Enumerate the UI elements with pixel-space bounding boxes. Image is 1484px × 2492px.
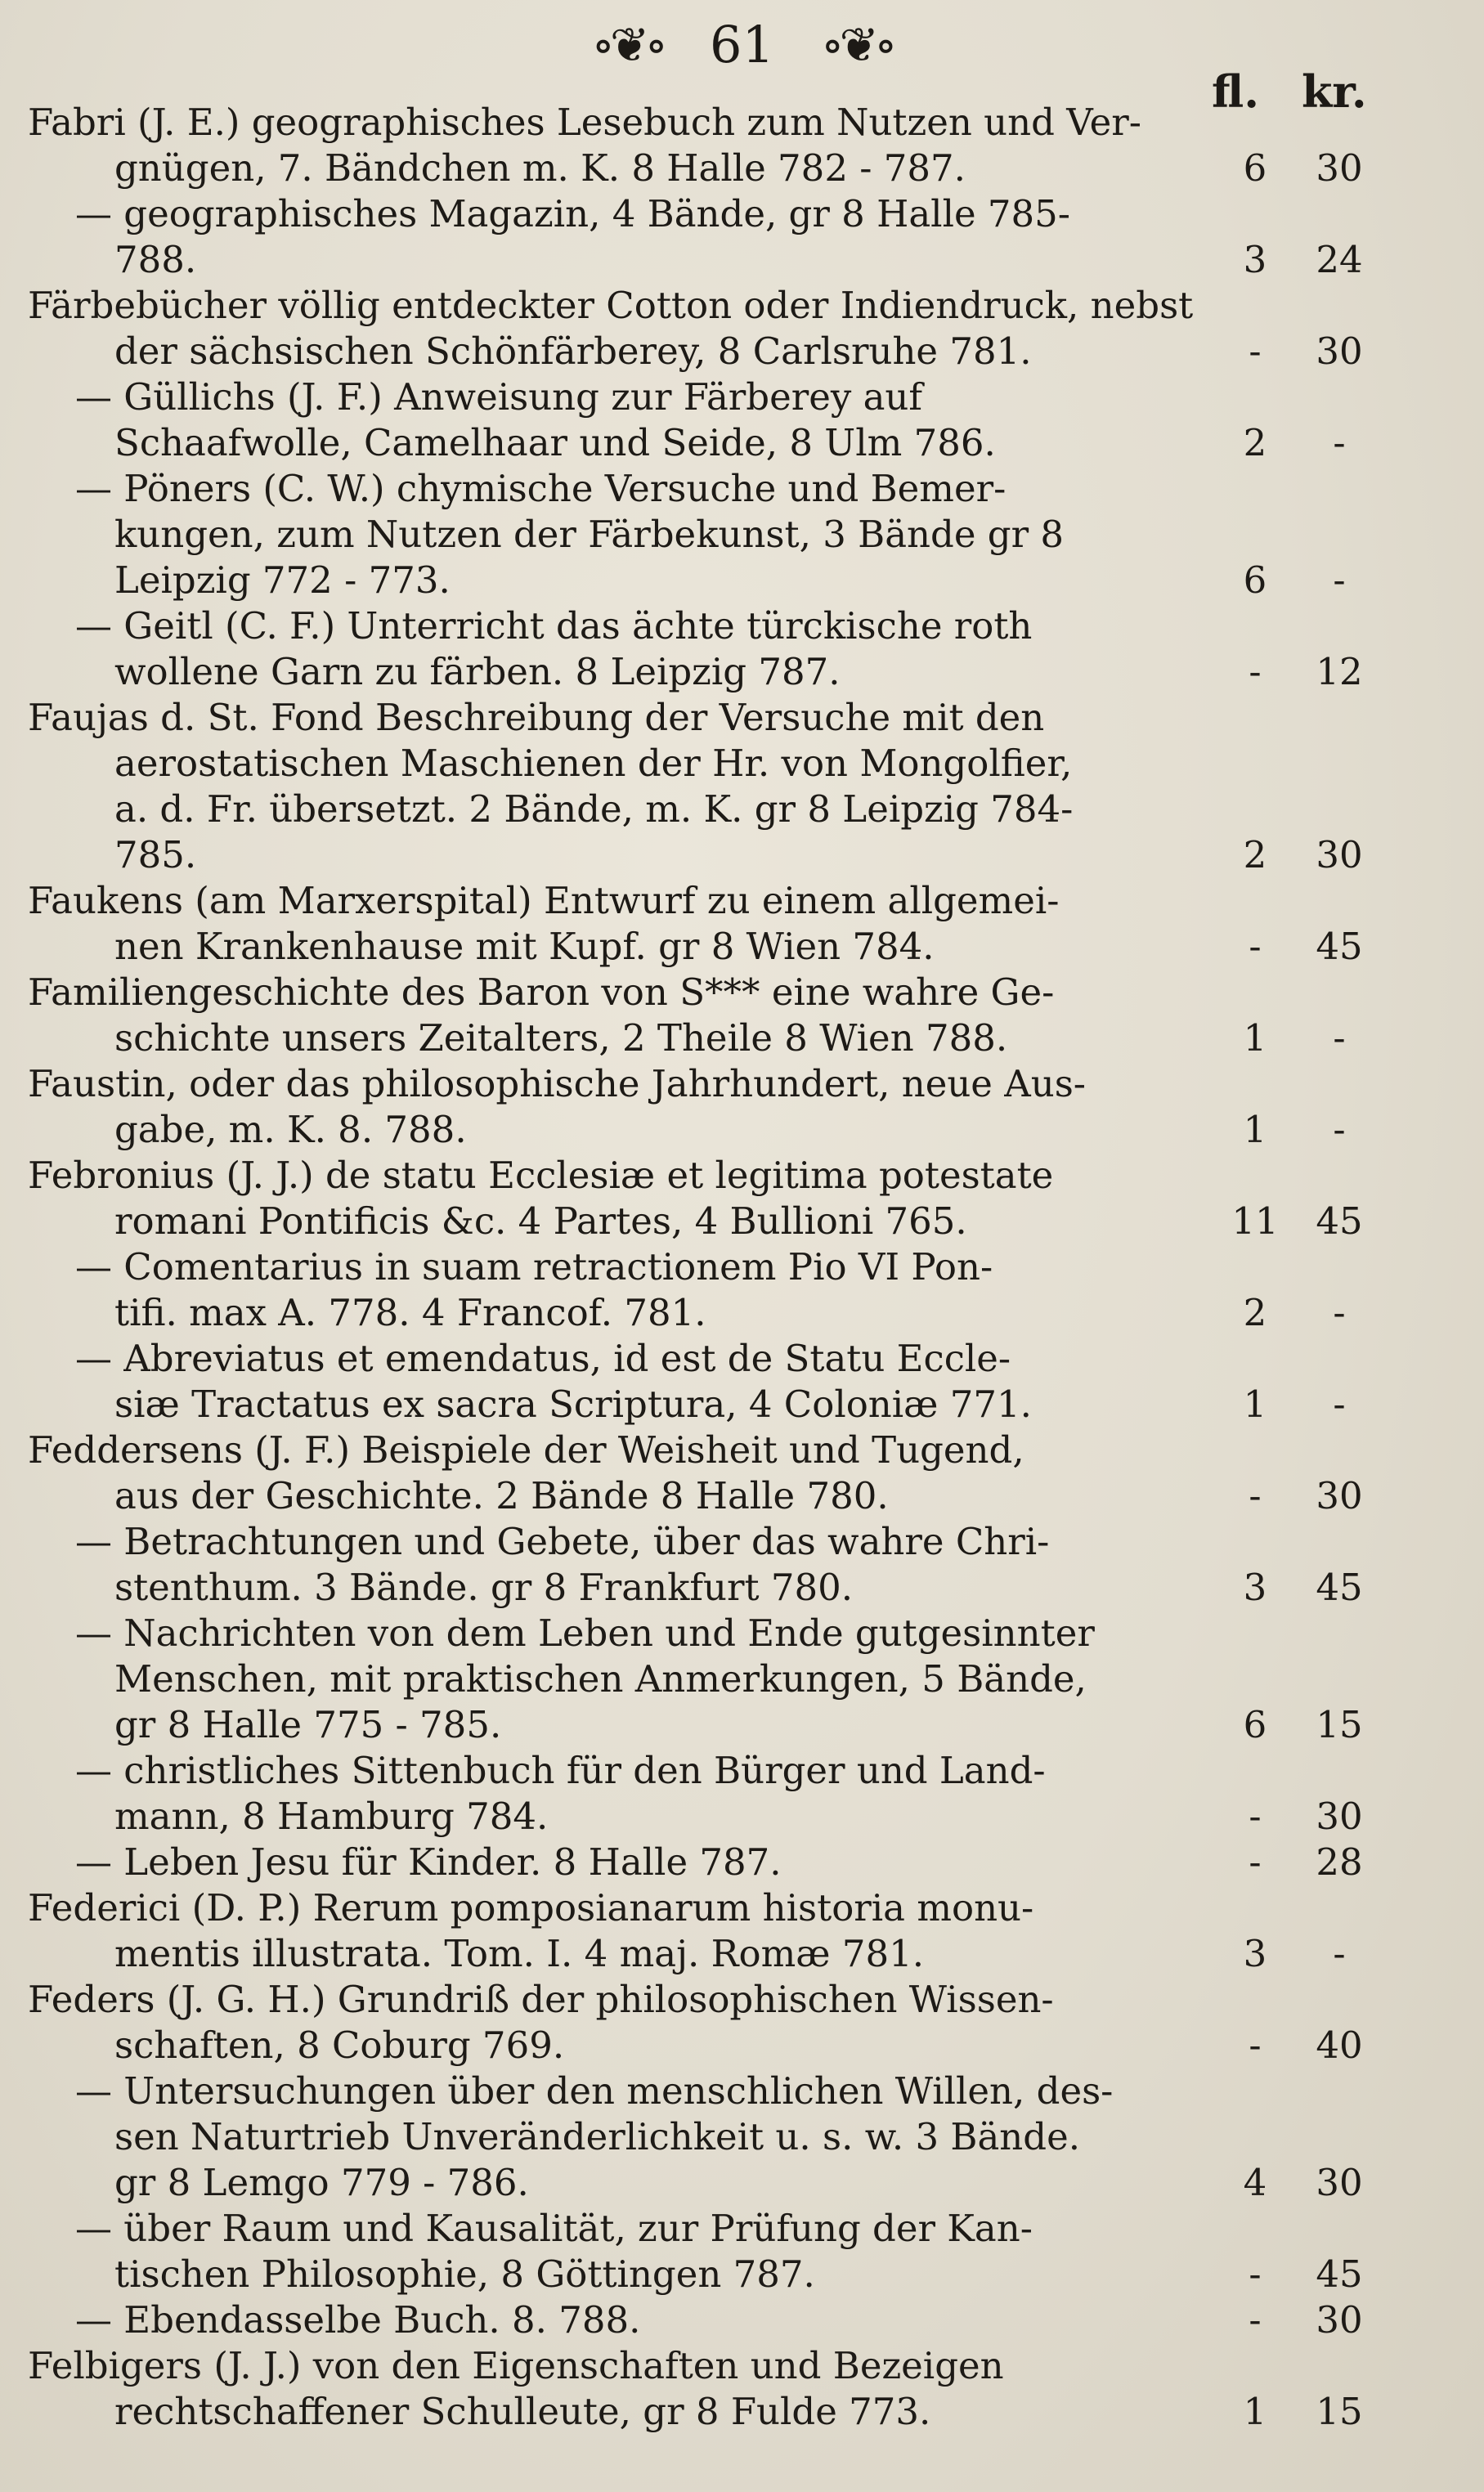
catalog-line-text: Fabri (J. E.) geographisches Lesebuch zum Nutzen und Ver- xyxy=(28,101,1141,144)
catalog-line xyxy=(0,1930,1484,1975)
catalog-line xyxy=(0,1701,1484,1746)
catalog-line-text: — geographisches Magazin, 4 Bände, gr 8 Halle 785- xyxy=(75,192,1070,235)
price-kr: 28 xyxy=(1316,1840,1363,1884)
catalog-line xyxy=(0,281,1484,327)
price-fl: 1 xyxy=(1243,1383,1267,1426)
catalog-line-text: — Nachrichten von dem Leben und Ende gutgesinnter xyxy=(75,1611,1095,1655)
catalog-line-text: 785. xyxy=(114,833,197,876)
catalog-line xyxy=(0,1655,1484,1701)
price-fl: 2 xyxy=(1243,1291,1267,1334)
price-kr: 45 xyxy=(1316,2252,1363,2296)
catalog-line-text: sen Naturtrieb Unveränderlichkeit u. s. w. 3 Bände. xyxy=(114,2115,1081,2158)
catalog-line-text: Faustin, oder das philosophische Jahrhundert, neue Aus- xyxy=(28,1062,1087,1105)
price-fl: - xyxy=(1249,329,1262,373)
catalog-line xyxy=(0,602,1484,648)
catalog-line xyxy=(0,1334,1484,1380)
price-kr: 30 xyxy=(1316,2161,1363,2204)
column-header-kr: kr. xyxy=(1302,65,1367,118)
price-kr: - xyxy=(1333,1016,1346,1060)
catalog-line-text: a. d. Fr. übersetzt. 2 Bände, m. K. gr 8 Leipzig 784- xyxy=(114,787,1074,831)
price-kr: 45 xyxy=(1316,925,1363,968)
catalog-line xyxy=(0,1472,1484,1517)
catalog-line-text: mentis illustrata. Tom. I. 4 maj. Romæ 781. xyxy=(114,1932,925,1975)
catalog-line xyxy=(0,327,1484,373)
catalog-line-text: Feddersens (J. F.) Beispiele der Weisheit und Tugend, xyxy=(28,1428,1024,1472)
price-fl: - xyxy=(1249,1795,1262,1838)
price-kr: - xyxy=(1333,1291,1346,1334)
catalog-line-text: — Betrachtungen und Gebete, über das wahre Chri- xyxy=(75,1520,1050,1563)
catalog-line xyxy=(0,693,1484,739)
catalog-line xyxy=(0,373,1484,419)
catalog-line-text: — Ebendasselbe Buch. 8. 788. xyxy=(75,2298,641,2342)
catalog-line-text: — Untersuchungen über den menschlichen Willen, des- xyxy=(75,2069,1114,2113)
catalog-line-text: Menschen, mit praktischen Anmerkungen, 5 Bände, xyxy=(114,1657,1087,1701)
price-kr: - xyxy=(1333,558,1346,602)
catalog-line-text: wollene Garn zu färben. 8 Leipzig 787. xyxy=(114,650,841,693)
price-kr: 24 xyxy=(1316,238,1363,281)
catalog-line-text: nen Krankenhause mit Kupf. gr 8 Wien 784. xyxy=(114,925,935,968)
catalog-line xyxy=(0,2158,1484,2204)
catalog-line xyxy=(0,2204,1484,2250)
price-kr: 40 xyxy=(1316,2024,1363,2067)
catalog-line xyxy=(0,510,1484,556)
catalog-line xyxy=(0,1197,1484,1243)
price-fl: 4 xyxy=(1243,2161,1267,2204)
catalog-line xyxy=(0,98,1484,144)
catalog-line-text: gabe, m. K. 8. 788. xyxy=(114,1108,467,1151)
price-kr: - xyxy=(1333,1108,1346,1151)
price-kr: - xyxy=(1333,1383,1346,1426)
column-header-fl: fl. xyxy=(1212,65,1260,118)
catalog-line xyxy=(0,968,1484,1014)
catalog-line-text: kungen, zum Nutzen der Färbekunst, 3 Bände gr 8 xyxy=(114,513,1065,556)
catalog-line-text: rechtschaffener Schulleute, gr 8 Fulde 773. xyxy=(114,2390,931,2433)
ornament-left-icon: ∘❦∘ xyxy=(591,16,663,73)
catalog-line-text: der sächsischen Schönfärberey, 8 Carlsruhe 781. xyxy=(114,329,1032,373)
catalog-line xyxy=(0,2296,1484,2342)
catalog-line-text: Leipzig 772 - 773. xyxy=(114,558,451,602)
catalog-line-text: Feders (J. G. H.) Grundriß der philosophischen Wissen- xyxy=(28,1978,1054,2021)
catalog-line-text: — Abreviatus et emendatus, id est de Statu Eccle- xyxy=(75,1337,1011,1380)
catalog-line xyxy=(0,556,1484,602)
catalog-line-text: — Leben Jesu für Kinder. 8 Halle 787. xyxy=(75,1840,782,1884)
catalog-line-text: Faukens (am Marxerspital) Entwurf zu einem allgemei- xyxy=(28,879,1060,922)
price-kr: 30 xyxy=(1316,1474,1363,1517)
catalog-line-text: aus der Geschichte. 2 Bände 8 Halle 780. xyxy=(114,1474,889,1517)
ornament-right-icon: ∘❦∘ xyxy=(821,16,893,73)
price-fl: - xyxy=(1249,925,1262,968)
catalog-line-text: Felbigers (J. J.) von den Eigenschaften und Bezeigen xyxy=(28,2344,1004,2387)
catalog-line xyxy=(0,1014,1484,1060)
price-kr: 15 xyxy=(1316,1703,1363,1746)
catalog-line xyxy=(0,1289,1484,1334)
catalog-line xyxy=(0,831,1484,876)
price-fl: 6 xyxy=(1243,558,1267,602)
price-kr: 30 xyxy=(1316,1795,1363,1838)
price-fl: - xyxy=(1249,650,1262,693)
catalog-line-text: Schaafwolle, Camelhaar und Seide, 8 Ulm 786. xyxy=(114,421,996,464)
price-kr: 15 xyxy=(1316,2390,1363,2433)
price-kr: 30 xyxy=(1316,146,1363,190)
price-kr: - xyxy=(1333,1932,1346,1975)
catalog-line xyxy=(0,1838,1484,1884)
catalog-line xyxy=(0,2387,1484,2433)
catalog-line-text: gnügen, 7. Bändchen m. K. 8 Halle 782 - 787. xyxy=(114,146,966,190)
price-fl: - xyxy=(1249,1474,1262,1517)
page-header xyxy=(0,15,1484,105)
catalog-line-text: — Geitl (C. F.) Unterricht das ächte türckische roth xyxy=(75,604,1033,648)
catalog-line-text: — christliches Sittenbuch für den Bürger und Land- xyxy=(75,1749,1046,1792)
price-fl: 3 xyxy=(1243,1932,1267,1975)
catalog-line xyxy=(0,2021,1484,2067)
catalog-line-text: schichte unsers Zeitalters, 2 Theile 8 Wien 788. xyxy=(114,1016,1008,1060)
catalog-line-text: stenthum. 3 Bände. gr 8 Frankfurt 780. xyxy=(114,1566,854,1609)
catalog-line xyxy=(0,2250,1484,2296)
price-fl: 3 xyxy=(1243,1566,1267,1609)
catalog-line xyxy=(0,419,1484,464)
catalog-line-text: tifi. max A. 778. 4 Francof. 781. xyxy=(114,1291,706,1334)
catalog-line-text: 788. xyxy=(114,238,197,281)
price-fl: - xyxy=(1249,2252,1262,2296)
catalog-line-text: — Pöners (C. W.) chymische Versuche und Bemer- xyxy=(75,467,1007,510)
catalog-line-text: Faujas d. St. Fond Beschreibung der Versuche mit den xyxy=(28,696,1045,739)
price-kr: 45 xyxy=(1316,1199,1363,1243)
catalog-line-text: gr 8 Lemgo 779 - 786. xyxy=(114,2161,529,2204)
catalog-line-text: — Comentarius in suam retractionem Pio VI Pon- xyxy=(75,1245,993,1289)
entry-list xyxy=(0,98,1484,2433)
price-fl: 1 xyxy=(1243,1016,1267,1060)
catalog-line xyxy=(0,1151,1484,1197)
price-fl: - xyxy=(1249,2298,1262,2342)
price-fl: 1 xyxy=(1243,1108,1267,1151)
page-number: 61 xyxy=(710,15,774,74)
catalog-line-text: gr 8 Halle 775 - 785. xyxy=(114,1703,502,1746)
catalog-line xyxy=(0,1609,1484,1655)
catalog-line xyxy=(0,1746,1484,1792)
catalog-line xyxy=(0,464,1484,510)
price-kr: 30 xyxy=(1316,833,1363,876)
price-kr: 12 xyxy=(1316,650,1363,693)
catalog-line xyxy=(0,739,1484,785)
catalog-line xyxy=(0,1975,1484,2021)
price-kr: 45 xyxy=(1316,1566,1363,1609)
catalog-line xyxy=(0,2067,1484,2113)
price-fl: 2 xyxy=(1243,833,1267,876)
catalog-line xyxy=(0,922,1484,968)
catalog-line-text: aerostatischen Maschienen der Hr. von Mongolfier, xyxy=(114,742,1073,785)
price-fl: 11 xyxy=(1231,1199,1279,1243)
catalog-line xyxy=(0,235,1484,281)
catalog-line-text: Familiengeschichte des Baron von S*** eine wahre Ge- xyxy=(28,970,1055,1014)
catalog-line xyxy=(0,1884,1484,1930)
price-fl: 3 xyxy=(1243,238,1267,281)
catalog-line xyxy=(0,1105,1484,1151)
price-fl: 1 xyxy=(1243,2390,1267,2433)
catalog-line xyxy=(0,190,1484,235)
catalog-line-text: siæ Tractatus ex sacra Scriptura, 4 Coloniæ 771. xyxy=(114,1383,1032,1426)
catalog-line xyxy=(0,876,1484,922)
price-fl: - xyxy=(1249,1840,1262,1884)
catalog-line-text: — Güllichs (J. F.) Anweisung zur Färberey auf xyxy=(75,375,923,419)
catalog-line xyxy=(0,1426,1484,1472)
catalog-line-text: tischen Philosophie, 8 Göttingen 787. xyxy=(114,2252,815,2296)
catalog-line-text: Färbebücher völlig entdeckter Cotton oder Indiendruck, nebst xyxy=(28,284,1194,327)
catalog-line xyxy=(0,1060,1484,1105)
catalog-line-text: Febronius (J. J.) de statu Ecclesiæ et legitima potestate xyxy=(28,1154,1054,1197)
catalog-line-text: mann, 8 Hamburg 784. xyxy=(114,1795,549,1838)
catalog-line xyxy=(0,785,1484,831)
catalog-line xyxy=(0,144,1484,190)
price-kr: - xyxy=(1333,421,1346,464)
catalog-line xyxy=(0,1517,1484,1563)
price-fl: 2 xyxy=(1243,421,1267,464)
catalog-line-text: — über Raum und Kausalität, zur Prüfung der Kan- xyxy=(75,2207,1033,2250)
catalog-line xyxy=(0,1563,1484,1609)
catalog-line xyxy=(0,1243,1484,1289)
price-fl: 6 xyxy=(1243,1703,1267,1746)
price-kr: 30 xyxy=(1316,2298,1363,2342)
price-fl: - xyxy=(1249,2024,1262,2067)
catalog-line-text: schaften, 8 Coburg 769. xyxy=(114,2024,565,2067)
price-fl: 6 xyxy=(1243,146,1267,190)
price-kr: 30 xyxy=(1316,329,1363,373)
catalog-line-text: romani Pontificis &c. 4 Partes, 4 Bullioni 765. xyxy=(114,1199,967,1243)
catalog-line xyxy=(0,2113,1484,2158)
catalog-line xyxy=(0,2342,1484,2387)
catalog-line xyxy=(0,648,1484,693)
catalog-line xyxy=(0,1792,1484,1838)
catalog-line-text: Federici (D. P.) Rerum pomposianarum historia monu- xyxy=(28,1886,1034,1930)
catalog-line xyxy=(0,1380,1484,1426)
